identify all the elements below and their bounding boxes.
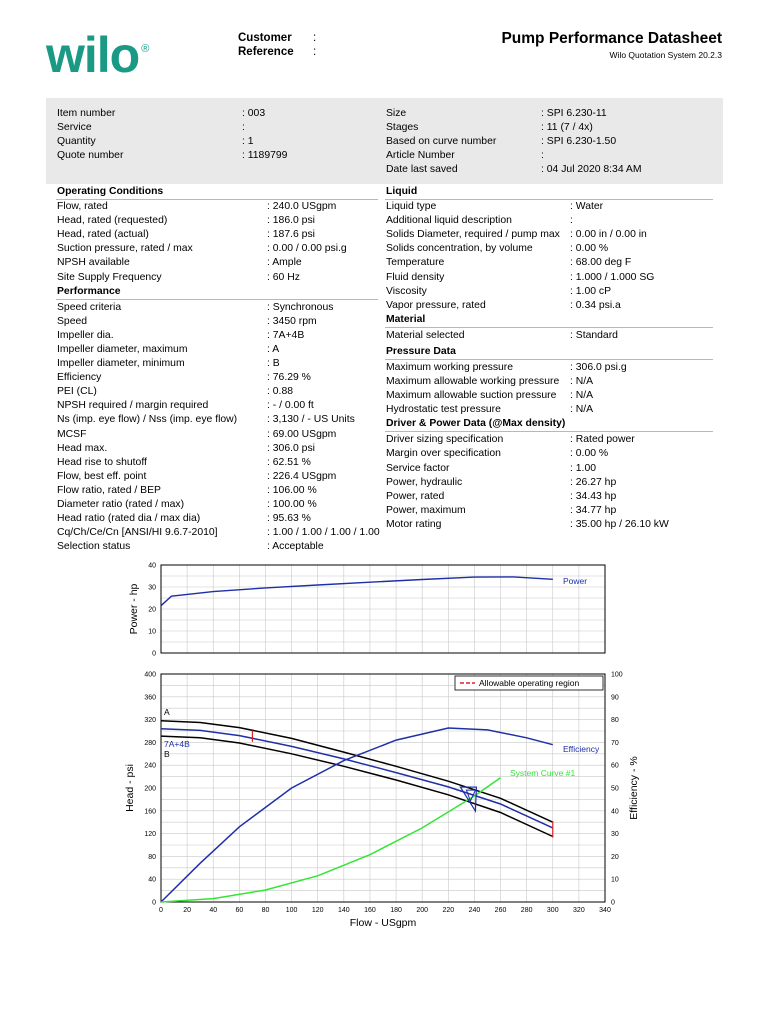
driver-value: : 35.00 hp / 26.10 kW [570, 518, 669, 530]
driver-label: Motor rating [386, 518, 442, 530]
material-heading: Material [386, 313, 426, 325]
head-y-tick-label: 40 [148, 876, 156, 884]
flow-x-tick-label: 160 [364, 907, 376, 914]
efficiency-y-tick-label: 70 [611, 739, 619, 747]
performance-label: Flow ratio, rated / BEP [57, 484, 161, 496]
power-y-tick-label: 40 [148, 562, 156, 570]
power-y-tick-label: 0 [152, 650, 156, 658]
efficiency-y-tick-label: 80 [611, 717, 619, 725]
efficiency-y-tick-label: 40 [611, 808, 619, 816]
summary_left-label: Service [57, 122, 92, 134]
performance-value: : 7A+4B [267, 329, 305, 341]
power-y-tick-label: 30 [148, 584, 156, 592]
wilo-logo: wilo ® [46, 27, 149, 83]
liquid-label: Solids Diameter, required / pump max [386, 229, 560, 241]
liquid-heading: Liquid [386, 186, 418, 197]
operating-value: : 240.0 USgpm [267, 201, 337, 212]
performance-label: Impeller diameter, maximum [57, 343, 188, 355]
performance-label: Ns (imp. eye flow) / Nss (imp. eye flow) [57, 414, 238, 426]
liquid-value: : [570, 215, 573, 227]
summary_left-value: : 1189799 [242, 150, 288, 162]
liquid-label: Liquid type [386, 201, 437, 212]
efficiency-y-tick-label: 30 [611, 831, 619, 839]
curve-label-a: A [164, 707, 170, 717]
operating-value: : Ample [267, 257, 302, 269]
head-y-tick-label: 160 [144, 808, 156, 816]
head-curve-b [161, 736, 553, 836]
performance-value: : 106.00 % [267, 484, 317, 496]
flow-x-tick-label: 120 [311, 907, 324, 914]
operating-label: Flow, rated [57, 201, 108, 212]
flow-x-tick-label: 280 [520, 907, 533, 914]
power-series-label: Power [563, 576, 588, 586]
operating-value: : 186.0 psi [267, 215, 315, 227]
document-subtitle: Wilo Quotation System 20.2.3 [609, 50, 722, 60]
liquid-value: : 0.00 in / 0.00 in [570, 229, 647, 241]
driver-value: : 26.27 hp [570, 476, 617, 488]
driver-value: : Rated power [570, 434, 635, 446]
liquid-label: Solids concentration, by volume [386, 243, 533, 255]
pressure-label: Maximum allowable working pressure [386, 376, 560, 387]
summary_left-label: Quantity [57, 136, 96, 148]
performance-label: Speed [57, 315, 88, 327]
head-y-tick-label: 400 [144, 671, 156, 679]
performance-label: Impeller dia. [57, 329, 114, 341]
head-y-tick-label: 240 [144, 762, 156, 770]
flow-x-tick-label: 60 [235, 907, 244, 914]
driver-label: Service factor [386, 462, 450, 474]
flow-x-tick-label: 200 [416, 907, 429, 914]
performance-value: : B [267, 358, 280, 369]
pressure-heading: Pressure Data [386, 345, 456, 357]
flow-x-tick-label: 220 [442, 907, 455, 914]
summary_right-label: Size [386, 108, 407, 119]
summary_right-value: : SPI 6.230-1.50 [541, 136, 617, 148]
efficiency-y-tick-label: 100 [611, 671, 623, 679]
performance-value: : A [267, 343, 280, 355]
operating-value: : 187.6 psi [267, 229, 315, 241]
summary_right-label: Date last saved [386, 164, 458, 176]
operating-label: Suction pressure, rated / max [57, 243, 193, 255]
performance-value: : 100.00 % [267, 499, 317, 510]
flow-x-tick-label: 100 [285, 907, 298, 914]
performance-value: : 3450 rpm [267, 315, 317, 327]
efficiency-y-tick-label: 20 [611, 853, 619, 861]
efficiency-y-tick-label: 10 [611, 876, 619, 884]
performance-label: Head max. [57, 442, 108, 454]
efficiency-y-tick-label: 90 [611, 694, 619, 702]
flow-x-tick-label: 320 [573, 907, 585, 914]
driver-label: Power, maximum [386, 504, 466, 516]
performance-label: NPSH required / margin required [57, 400, 209, 412]
liquid-label: Viscosity [386, 285, 427, 297]
summary_left-label: Item number [57, 108, 116, 119]
flow-x-tick-label: 300 [546, 907, 559, 914]
performance-label: Impeller diameter, minimum [57, 358, 185, 369]
performance-value: : 62.51 % [267, 456, 311, 468]
pressure-value: : N/A [570, 404, 594, 416]
head-y-tick-label: 200 [144, 785, 156, 793]
summary_right-label: Stages [386, 122, 419, 134]
performance-label: Cq/Ch/Ce/Cn [ANSI/HI 9.6.7-2010] [57, 527, 218, 539]
driver-value: : 34.43 hp [570, 490, 617, 502]
liquid-label: Temperature [386, 257, 445, 269]
performance-label: Head rise to shutoff [57, 456, 147, 468]
head-y-tick-label: 0 [152, 899, 156, 907]
performance-value: : 1.00 / 1.00 / 1.00 / 1.00 [267, 527, 380, 539]
performance-label: PEI (CL) [57, 386, 97, 398]
summary_right-value: : 11 (7 / 4x) [541, 122, 593, 134]
liquid-value: : Water [570, 201, 604, 212]
summary_right-value: : SPI 6.230-11 [541, 108, 607, 119]
system-curve-label: System Curve #1 [510, 768, 576, 778]
pressure-label: Maximum allowable suction pressure [386, 390, 557, 402]
power-y-tick-label: 20 [148, 606, 156, 614]
liquid-value: : 0.00 % [570, 243, 609, 255]
material-label: Material selected [386, 329, 465, 341]
performance-label: Speed criteria [57, 301, 122, 313]
summary_right-label: Based on curve number [386, 136, 497, 148]
efficiency-y-tick-label: 60 [611, 762, 619, 770]
liquid-value: : 0.34 psi.a [570, 299, 621, 311]
power-curve [161, 577, 553, 606]
operating-label: NPSH available [57, 257, 130, 269]
reference-label: Reference [238, 46, 294, 58]
performance-value: : 95.63 % [267, 513, 311, 525]
efficiency-y-tick-label: 50 [611, 785, 619, 793]
performance-value: : 76.29 % [267, 372, 311, 384]
performance-value: : 0.88 [267, 386, 293, 398]
liquid-value: : 1.000 / 1.000 SG [570, 271, 655, 283]
operating-value: : 0.00 / 0.00 psi.g [267, 243, 347, 255]
flow-x-tick-label: 180 [390, 907, 402, 914]
material-value: : Standard [570, 329, 618, 341]
flow-x-tick-label: 80 [261, 907, 270, 914]
legend-label: Allowable operating region [479, 678, 580, 688]
performance-label: Diameter ratio (rated / max) [57, 499, 185, 510]
head-curve-a [161, 721, 553, 823]
liquid-label: Vapor pressure, rated [386, 299, 486, 311]
liquid-value: : 68.00 deg F [570, 257, 632, 269]
operating-label: Head, rated (actual) [57, 229, 149, 241]
flow-x-tick-label: 20 [183, 907, 192, 914]
flow-x-tick-label: 260 [494, 907, 507, 914]
driver-value: : 1.00 [570, 462, 596, 474]
liquid-label: Fluid density [386, 271, 445, 283]
summary_left-value: : 003 [242, 108, 266, 119]
flow-x-tick-label: 40 [209, 907, 218, 914]
efficiency-axis-label: Efficiency - % [628, 756, 640, 820]
customer-label: Customer [238, 32, 292, 44]
power-y-tick-label: 10 [148, 628, 156, 636]
performance-value: : Acceptable [267, 541, 324, 553]
liquid-label: Additional liquid description [386, 215, 512, 227]
summary_left-value: : [242, 122, 245, 134]
flow-x-tick-label: 0 [159, 907, 163, 914]
head-y-tick-label: 280 [144, 739, 156, 747]
head-y-tick-label: 120 [144, 831, 156, 839]
power-axis-label: Power - hp [128, 583, 140, 635]
flow-x-tick-label: 340 [599, 907, 611, 914]
performance-value: : 3,130 / - US Units [267, 414, 355, 426]
driver-value: : 34.77 hp [570, 504, 617, 516]
curve-label-b: B [164, 749, 170, 759]
flow-x-tick-label: 140 [337, 907, 350, 914]
summary_right-value: : [541, 150, 544, 162]
performance-label: Head ratio (rated dia / max dia) [57, 513, 201, 525]
operating-label: Site Supply Frequency [57, 271, 162, 283]
liquid-value: : 1.00 cP [570, 285, 612, 297]
head-y-tick-label: 80 [148, 853, 156, 861]
reference-colon: : [313, 46, 317, 58]
customer-colon: : [313, 32, 317, 44]
pressure-value: : N/A [570, 376, 594, 387]
operating-value: : 60 Hz [267, 271, 300, 283]
pressure-value: : N/A [570, 390, 594, 402]
document-title: Pump Performance Datasheet [501, 30, 722, 47]
pressure-label: Maximum working pressure [386, 361, 514, 373]
head-curve-7a-4b [161, 729, 553, 828]
driver-value: : 0.00 % [570, 448, 609, 460]
driver-label: Margin over specification [386, 448, 501, 460]
performance-heading: Performance [57, 285, 121, 297]
system-curve [161, 778, 501, 902]
driver-label: Power, rated [386, 490, 445, 502]
driver-heading: Driver & Power Data (@Max density) [386, 418, 566, 430]
pressure-label: Hydrostatic test pressure [386, 404, 501, 416]
performance-label: Efficiency [57, 372, 102, 384]
performance-value: : - / 0.00 ft [267, 400, 314, 412]
operating-label: Head, rated (requested) [57, 215, 168, 227]
performance-value: : 69.00 USgpm [267, 428, 337, 440]
efficiency-y-tick-label: 0 [611, 899, 615, 907]
head-y-tick-label: 360 [144, 694, 156, 702]
summary_left-value: : 1 [242, 136, 254, 148]
driver-label: Driver sizing specification [386, 434, 504, 446]
summary_right-value: : 04 Jul 2020 8:34 AM [541, 164, 642, 176]
performance-label: Flow, best eff. point [57, 470, 147, 482]
flow-x-tick-label: 240 [468, 907, 481, 914]
head-axis-label: Head - psi [124, 764, 136, 812]
performance-label: Selection status [57, 541, 131, 553]
performance-value: : 226.4 USgpm [267, 470, 337, 482]
pressure-value: : 306.0 psi.g [570, 361, 627, 373]
performance-label: MCSF [57, 428, 87, 440]
summary_right-label: Article Number [386, 150, 455, 162]
operating-heading: Operating Conditions [57, 186, 164, 197]
curve-label-rated: 7A+4B [164, 739, 190, 749]
driver-label: Power, hydraulic [386, 476, 463, 488]
efficiency-series-label: Efficiency [563, 744, 600, 754]
flow-axis-label: Flow - USgpm [349, 917, 417, 929]
head-y-tick-label: 320 [144, 717, 156, 725]
summary_left-label: Quote number [57, 150, 124, 162]
performance-value: : Synchronous [267, 301, 334, 313]
performance-value: : 306.0 psi [267, 442, 315, 454]
